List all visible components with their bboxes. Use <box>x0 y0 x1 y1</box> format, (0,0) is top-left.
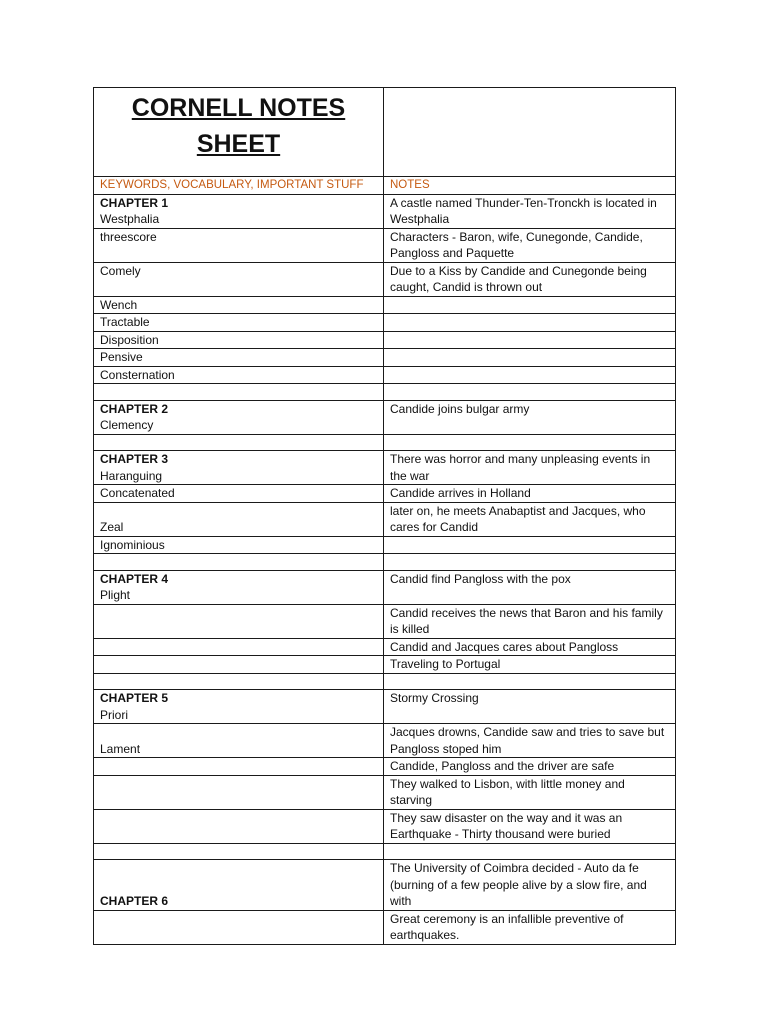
chapter-label: CHAPTER 6 <box>100 894 169 908</box>
note-cell: Stormy Crossing <box>384 690 676 724</box>
keyword: Westphalia <box>100 212 160 226</box>
note-cell <box>384 554 676 571</box>
table-row <box>94 910 676 944</box>
keyword-cell: Wench <box>94 296 384 314</box>
table-row <box>94 400 676 434</box>
note-cell: They walked to Lisbon, with little money and starving <box>384 775 676 809</box>
chapter-label: CHAPTER 5 <box>100 691 169 705</box>
table-row <box>94 228 676 262</box>
table-row <box>94 314 676 332</box>
note-cell: Characters - Baron, wife, Cunegonde, Candide, Pangloss and Paquette <box>384 228 676 262</box>
table-row <box>94 690 676 724</box>
keyword-cell <box>94 656 384 674</box>
table-row <box>94 554 676 571</box>
table-row <box>94 331 676 349</box>
chapter-label: CHAPTER 4 <box>100 571 169 586</box>
header-row <box>94 177 676 195</box>
table-row <box>94 502 676 536</box>
table-row <box>94 809 676 843</box>
keyword-cell <box>94 554 384 571</box>
keyword-cell <box>94 758 384 776</box>
table-row <box>94 638 676 656</box>
note-cell <box>384 314 676 332</box>
note-cell: Jacques drowns, Candide saw and tries to save but Pangloss stoped him <box>384 724 676 758</box>
keyword-cell: Disposition <box>94 331 384 349</box>
note-cell <box>384 349 676 367</box>
keyword-cell: Lament <box>94 724 384 758</box>
keyword-cell: Pensive <box>94 349 384 367</box>
page-title <box>100 88 377 162</box>
keyword-cell <box>94 860 384 911</box>
keyword-cell: Zeal <box>94 502 384 536</box>
note-cell: Candid find Pangloss with the pox <box>384 570 676 604</box>
note-cell <box>384 331 676 349</box>
chapter-label: CHAPTER 1 <box>100 195 169 210</box>
note-cell: They saw disaster on the way and it was an Earthquake - Thirty thousand were buried <box>384 809 676 843</box>
note-cell: Candide, Pangloss and the driver are safe <box>384 758 676 776</box>
table-row <box>94 296 676 314</box>
keyword: Priori <box>100 707 129 722</box>
title-line-1: CORNELL NOTES <box>131 94 346 122</box>
keyword-cell: Comely <box>94 262 384 296</box>
chapter-label: CHAPTER 3 <box>100 452 169 466</box>
keyword-cell <box>94 194 384 228</box>
table-row <box>94 194 676 228</box>
keyword-cell <box>94 604 384 638</box>
note-cell: Candid and Jacques cares about Pangloss <box>384 638 676 656</box>
keyword-cell: Concatenated <box>94 485 384 503</box>
chapter-label: CHAPTER 2 <box>100 401 169 416</box>
keyword: Clemency <box>100 418 154 432</box>
table-row <box>94 384 676 401</box>
note-cell: A castle named Thunder-Ten-Tronckh is located in Westphalia <box>384 194 676 228</box>
keyword-cell <box>94 910 384 944</box>
cornell-notes-table <box>93 87 676 945</box>
keyword-cell <box>94 570 384 604</box>
note-cell <box>384 296 676 314</box>
title-row <box>94 88 676 177</box>
keyword-cell <box>94 673 384 690</box>
title-cell <box>94 88 384 177</box>
keyword-cell <box>94 809 384 843</box>
keyword-cell: Tractable <box>94 314 384 332</box>
note-cell: Candide arrives in Holland <box>384 485 676 503</box>
keyword: Plight <box>100 588 131 602</box>
keyword-cell <box>94 451 384 485</box>
keyword: Haranguing <box>100 468 163 483</box>
note-cell: Candid receives the news that Baron and his family is killed <box>384 604 676 638</box>
note-cell <box>384 673 676 690</box>
table-row <box>94 656 676 674</box>
note-cell: Great ceremony is an infallible preventive of earthquakes. <box>384 910 676 944</box>
note-cell: Traveling to Portugal <box>384 656 676 674</box>
keyword-cell <box>94 384 384 401</box>
table-row <box>94 366 676 384</box>
keywords-header: KEYWORDS, VOCABULARY, IMPORTANT STUFF <box>94 177 384 195</box>
table-row <box>94 673 676 690</box>
table-row <box>94 262 676 296</box>
table-row <box>94 434 676 451</box>
table-row <box>94 536 676 554</box>
note-cell: Due to a Kiss by Candide and Cunegonde being caught, Candid is thrown out <box>384 262 676 296</box>
notes-header: NOTES <box>384 177 676 195</box>
title-empty-cell <box>384 88 676 177</box>
note-cell <box>384 434 676 451</box>
keyword-cell <box>94 638 384 656</box>
note-cell <box>384 384 676 401</box>
table-row <box>94 860 676 911</box>
keyword-cell <box>94 690 384 724</box>
keyword-cell: Ignominious <box>94 536 384 554</box>
keyword-cell: threescore <box>94 228 384 262</box>
table-row <box>94 570 676 604</box>
table-row <box>94 843 676 860</box>
note-cell: There was horror and many unpleasing events in the war <box>384 451 676 485</box>
keyword-cell: Consternation <box>94 366 384 384</box>
keyword-cell <box>94 843 384 860</box>
table-row <box>94 724 676 758</box>
title-line-2: SHEET <box>196 130 281 158</box>
keyword-cell <box>94 775 384 809</box>
keyword-cell <box>94 400 384 434</box>
table-row <box>94 604 676 638</box>
note-cell <box>384 843 676 860</box>
table-row <box>94 451 676 485</box>
table-row <box>94 775 676 809</box>
note-cell <box>384 536 676 554</box>
note-cell <box>384 366 676 384</box>
keyword-cell <box>94 434 384 451</box>
table-row <box>94 758 676 776</box>
note-cell: The University of Coimbra decided - Auto da fe (burning of a few people alive by a slow fire, and with <box>384 860 676 911</box>
table-row <box>94 349 676 367</box>
note-cell: later on, he meets Anabaptist and Jacques, who cares for Candid <box>384 502 676 536</box>
table-row <box>94 485 676 503</box>
note-cell: Candide joins bulgar army <box>384 400 676 434</box>
